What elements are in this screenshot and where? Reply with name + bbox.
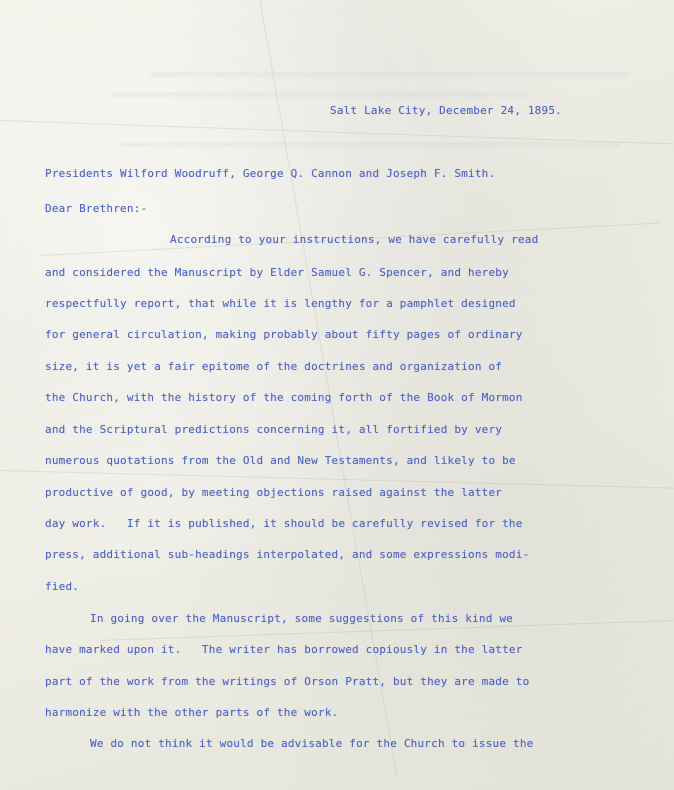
body-line: harmonize with the other parts of the work. [45,706,339,719]
body-line: According to your instructions, we have carefully read [170,233,539,246]
show-through-mark [120,142,620,147]
body-line: the Church, with the history of the coming forth of the Book of Mormon [45,391,523,404]
body-line: and the Scriptural predictions concerning it, all fortified by very [45,423,503,436]
salutation: Dear Brethren:- [45,202,148,215]
paper-crease [0,120,674,145]
body-line: day work. If it is published, it should be carefully revised for the [45,517,523,530]
body-line: productive of good, by meeting objections raised against the latter [45,486,503,499]
body-line: press, additional sub-headings interpolated, and some expressions modi- [45,548,530,561]
body-line: part of the work from the writings of Orson Pratt, but they are made to [45,675,530,688]
body-line: numerous quotations from the Old and New Testaments, and likely to be [45,454,516,467]
body-line: In going over the Manuscript, some suggestions of this kind we [90,612,513,625]
body-line: We do not think it would be advisable for the Church to issue the [90,737,534,750]
body-line: have marked upon it. The writer has borrowed copiously in the latter [45,643,523,656]
body-line: for general circulation, making probably about fifty pages of ordinary [45,328,523,341]
body-line: fied. [45,580,80,593]
show-through-mark [150,72,630,77]
body-line: respectfully report, that while it is lengthy for a pamphlet designed [45,297,516,310]
addressee-line: Presidents Wilford Woodruff, George Q. Cannon and Joseph F. Smith. [45,167,496,180]
body-line: and considered the Manuscript by Elder Samuel G. Spencer, and hereby [45,266,509,279]
date-line: Salt Lake City, December 24, 1895. [330,104,562,117]
show-through-mark [110,92,530,97]
body-line: size, it is yet a fair epitome of the doctrines and organization of [45,360,503,373]
